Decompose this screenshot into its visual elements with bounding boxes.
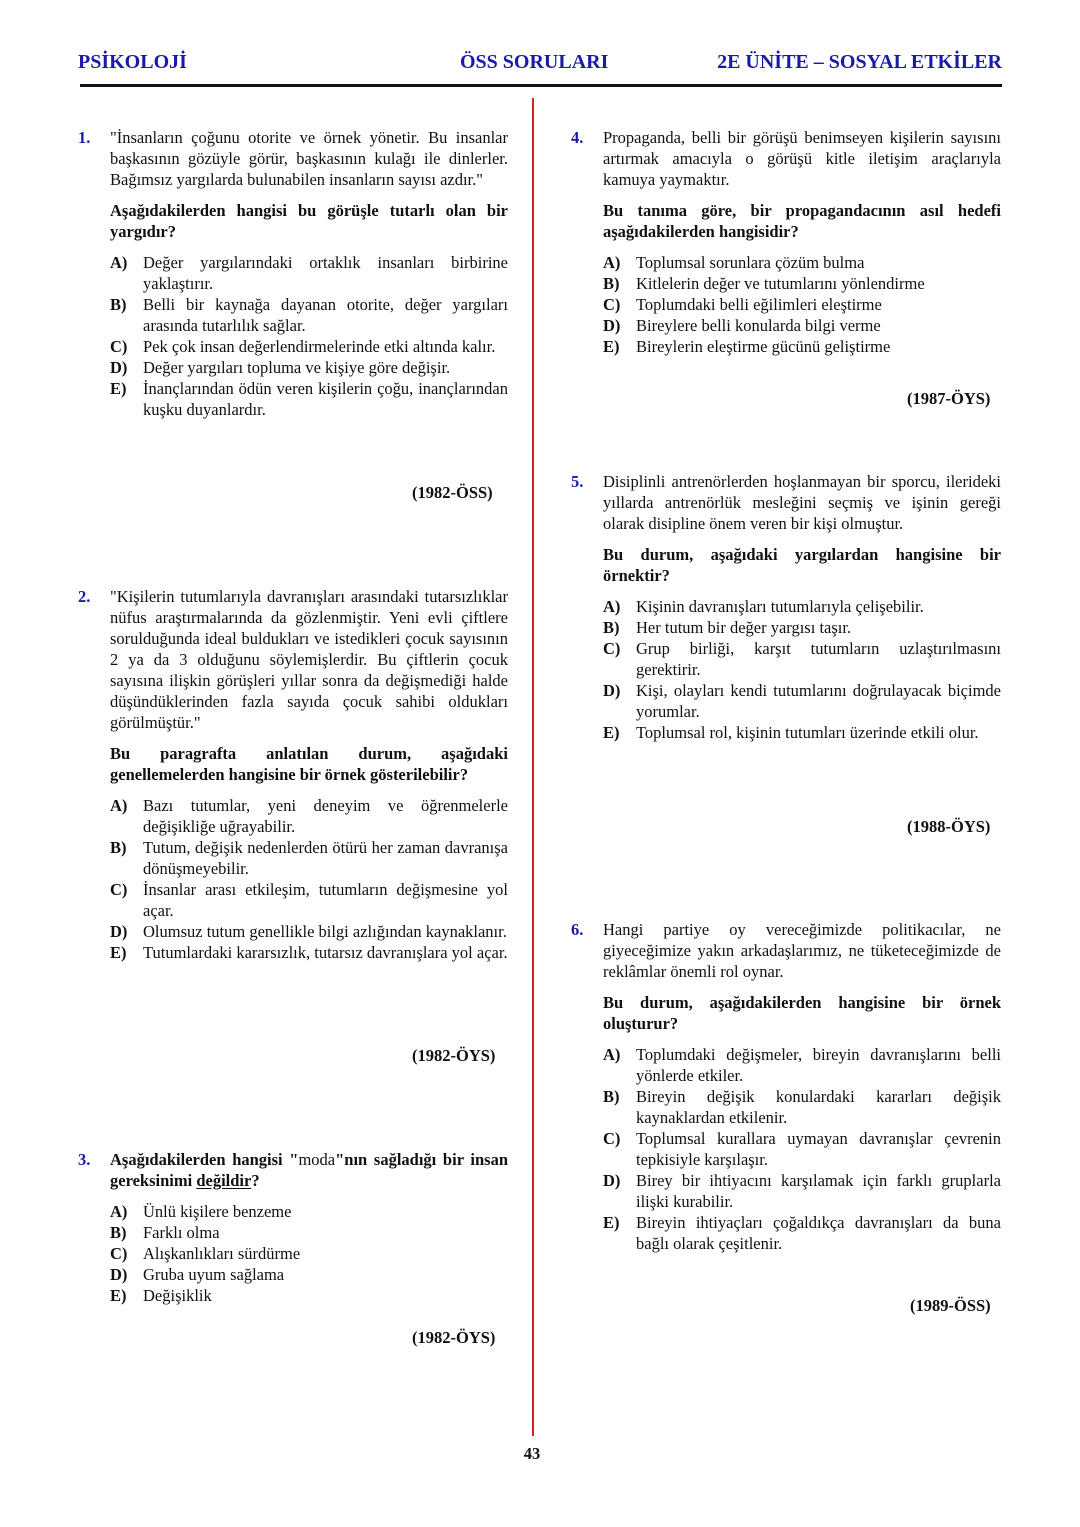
- question-4: [571, 127, 1001, 357]
- question-number: 6.: [571, 920, 584, 939]
- page-number: 43: [523, 1444, 541, 1463]
- answer-option: [110, 294, 508, 336]
- source-label: (1988-ÖYS): [907, 817, 991, 836]
- question-prompt: Bu durum, aşağıdakilerden hangisine bir örnek oluşturur?: [603, 993, 1001, 1033]
- option-text: Toplumdaki değişmeler, bireyin davranışlarını belli yönlerde etkiler.: [636, 1045, 1001, 1085]
- option-letter: C): [110, 337, 128, 356]
- option-text: İnançlarından ödün veren kişilerin çoğu, inançlarından kuşku duyanlardır.: [143, 379, 508, 419]
- question-text: Hangi partiye oy vereceğimizde politikacılar, ne giyeceğimize yakın arkadaşlarımız, ne tüketeceğimizde de reklâmlar önemli rol oynar.: [603, 920, 1001, 981]
- option-text: Bireyin değişik konulardaki kararları değişik kaynaklardan etkilenir.: [636, 1087, 1001, 1127]
- option-letter: D): [603, 1171, 621, 1190]
- question-prompt: Bu paragrafta anlatılan durum, aşağıdaki genellemelerden hangisine bir örnek gösterilebilir?: [110, 744, 508, 784]
- header-title: ÖSS SORULARI: [460, 51, 609, 73]
- option-text: Tutum, değişik nedenlerden ötürü her zaman davranışa dönüşmeyebilir.: [143, 838, 508, 878]
- option-text: Değişiklik: [143, 1286, 212, 1305]
- question-number: 3.: [78, 1150, 91, 1169]
- option-letter: E): [110, 943, 127, 962]
- option-text: İnsanlar arası etkileşim, tutumların değişmesine yol açar.: [143, 880, 508, 920]
- question-prompt: Bu durum, aşağıdaki yargılardan hangisine bir örnektir?: [603, 545, 1001, 585]
- option-text: Kişinin davranışları tutumlarıyla çelişebilir.: [636, 597, 924, 616]
- answer-option: [603, 294, 1001, 315]
- answer-option: [110, 837, 508, 879]
- source-label: (1987-ÖYS): [907, 389, 991, 408]
- question-prompt: Aşağıdakilerden hangisi "moda"nın sağladığı bir insan gereksinimi değildir?: [110, 1150, 508, 1190]
- option-letter: E): [603, 723, 620, 742]
- answer-option: [110, 1222, 508, 1243]
- source-label: (1982-ÖYS): [412, 1046, 496, 1065]
- answer-option: [603, 617, 1001, 638]
- option-text: Toplumdaki belli eğilimleri eleştirme: [636, 295, 882, 314]
- option-letter: A): [603, 597, 621, 616]
- option-text: Gruba uyum sağlama: [143, 1265, 285, 1284]
- question-5: [571, 471, 1001, 743]
- source-label: (1989-ÖSS): [910, 1296, 991, 1315]
- answer-option: [110, 795, 508, 837]
- answer-option: [603, 680, 1001, 722]
- source-label: (1982-ÖYS): [412, 1328, 496, 1347]
- option-text: Toplumsal sorunlara çözüm bulma: [636, 253, 865, 272]
- option-letter: B): [603, 618, 620, 637]
- option-letter: C): [110, 1244, 128, 1263]
- option-text: Kitlelerin değer ve tutumlarını yönlendirme: [636, 274, 925, 293]
- answer-option: [110, 1201, 508, 1222]
- option-letter: A): [110, 796, 128, 815]
- option-text: Olumsuz tutum genellikle bilgi azlığından kaynaklanır.: [143, 922, 507, 941]
- option-text: Tutumlardaki kararsızlık, tutarsız davranışlara yol açar.: [143, 943, 508, 962]
- answer-option: [110, 921, 508, 942]
- option-letter: D): [603, 316, 621, 335]
- option-letter: C): [603, 1129, 621, 1148]
- answer-option: [603, 336, 1001, 357]
- option-letter: A): [110, 253, 128, 272]
- option-letter: B): [110, 295, 127, 314]
- answer-option: [603, 1086, 1001, 1128]
- answer-option: [110, 1285, 508, 1306]
- option-text: Değer yargılarındaki ortaklık insanları birbirine yaklaştırır.: [143, 253, 508, 293]
- option-text: Kişi, olayları kendi tutumlarını doğrulayacak biçimde yorumlar.: [636, 681, 1001, 721]
- option-letter: E): [603, 1213, 620, 1232]
- header-unit: 2E ÜNİTE – SOSYAL ETKİLER: [717, 51, 1002, 73]
- option-text: Grup birliği, karşıt tutumların uzlaştırılmasını gerektirir.: [636, 639, 1001, 679]
- question-6: [571, 919, 1001, 1254]
- answer-option: [110, 1264, 508, 1285]
- answer-option: [603, 1212, 1001, 1254]
- option-text: Bireylerin eleştirme gücünü geliştirme: [636, 337, 891, 356]
- answer-option: [603, 1128, 1001, 1170]
- option-letter: C): [110, 880, 128, 899]
- answer-option: [110, 357, 508, 378]
- question-text: "Kişilerin tutumlarıyla davranışları arasındaki tutarsızlıklar nüfus araştırmalarında da gözlenmiştir. Yeni evli çiftlere sorulduğunda ideal buldukları ve istedikleri çocuk sayısının 2 ya da 3 olduğunu söylemişlerdir. Bu çiftlerin çocuk sayısına ilişkin görüşleri yıllar sonra da değişmediği halde düşündüklerinden fazla sayıda çocuk sahibi oldukları görülmüştür.": [110, 587, 508, 732]
- option-letter: E): [110, 379, 127, 398]
- question-text: "İnsanların çoğunu otorite ve örnek yönetir. Bu insanlar başkasının gözüyle görür, başkasının kulağı ile dinlerler. Bağımsız yargılarda bulunabilen insanların sayısı azdır.": [110, 128, 508, 189]
- answer-option: [603, 638, 1001, 680]
- question-2: [78, 586, 508, 963]
- option-text: Bazı tutumlar, yeni deneyim ve öğrenmelerle değişikliğe uğrayabilir.: [143, 796, 508, 836]
- option-text: Farklı olma: [143, 1223, 220, 1242]
- option-text: Bireyin ihtiyaçları çoğaldıkça davranışları da buna bağlı olarak çeşitlenir.: [636, 1213, 1001, 1253]
- option-letter: D): [110, 1265, 128, 1284]
- option-letter: E): [110, 1286, 127, 1305]
- answer-option: [603, 596, 1001, 617]
- option-letter: B): [603, 1087, 620, 1106]
- answer-option: [603, 315, 1001, 336]
- option-letter: A): [110, 1202, 128, 1221]
- option-text: Pek çok insan değerlendirmelerinde etki altında kalır.: [143, 337, 496, 356]
- option-letter: C): [603, 295, 621, 314]
- answer-option: [110, 1243, 508, 1264]
- option-letter: D): [110, 922, 128, 941]
- source-label: (1982-ÖSS): [412, 483, 493, 502]
- answer-option: [110, 336, 508, 357]
- option-text: Toplumsal rol, kişinin tutumları üzerinde etkili olur.: [636, 723, 979, 742]
- option-letter: B): [110, 1223, 127, 1242]
- option-letter: A): [603, 1045, 621, 1064]
- answer-option: [110, 942, 508, 963]
- option-text: Her tutum bir değer yargısı taşır.: [636, 618, 852, 637]
- question-number: 5.: [571, 472, 584, 491]
- option-letter: B): [110, 838, 127, 857]
- option-text: Alışkanlıkları sürdürme: [143, 1244, 301, 1263]
- answer-option: [603, 1170, 1001, 1212]
- question-text: Disiplinli antrenörlerden hoşlanmayan bir sporcu, ilerideki yıllarda antrenörlük mesleğini seçmiş ve işinin gereği olarak disipline önem veren bir kişi olmuştur.: [603, 472, 1001, 533]
- option-letter: D): [603, 681, 621, 700]
- column-divider: [532, 98, 534, 1436]
- header-subject: PSİKOLOJİ: [78, 51, 187, 73]
- question-prompt: Bu tanıma göre, bir propagandacının asıl hedefi aşağıdakilerden hangisidir?: [603, 201, 1001, 241]
- option-text: Toplumsal kurallara uymayan davranışlar çevrenin tepkisiyle karşılaşır.: [636, 1129, 1001, 1169]
- answer-option: [603, 1044, 1001, 1086]
- question-number: 2.: [78, 587, 91, 606]
- question-prompt: Aşağıdakilerden hangisi bu görüşle tutarlı olan bir yargıdır?: [110, 201, 508, 241]
- answer-option: [110, 879, 508, 921]
- option-text: Ünlü kişilere benzeme: [143, 1202, 292, 1221]
- option-letter: A): [603, 253, 621, 272]
- option-text: Değer yargıları topluma ve kişiye göre değişir.: [143, 358, 451, 377]
- answer-option: [603, 273, 1001, 294]
- question-3: [78, 1149, 508, 1306]
- answer-option: [110, 378, 508, 420]
- answer-option: [110, 252, 508, 294]
- option-text: Bireylere belli konularda bilgi verme: [636, 316, 881, 335]
- answer-option: [603, 252, 1001, 273]
- option-letter: E): [603, 337, 620, 356]
- question-number: 4.: [571, 128, 584, 147]
- question-1: [78, 127, 508, 420]
- option-letter: C): [603, 639, 621, 658]
- question-text: Propaganda, belli bir görüşü benimseyen kişilerin sayısını artırmak amacıyla o görüşü kitle iletişim araçlarıyla kamuya yaymaktır.: [603, 128, 1001, 189]
- option-letter: D): [110, 358, 128, 377]
- answer-option: [603, 722, 1001, 743]
- option-letter: B): [603, 274, 620, 293]
- option-text: Belli bir kaynağa dayanan otorite, değer yargıları arasında tutarlılık sağlar.: [143, 295, 508, 335]
- option-text: Birey bir ihtiyacını karşılamak için farklı gruplarla ilişki kurabilir.: [636, 1171, 1001, 1211]
- question-number: 1.: [78, 128, 91, 147]
- header-divider: [80, 84, 1002, 87]
